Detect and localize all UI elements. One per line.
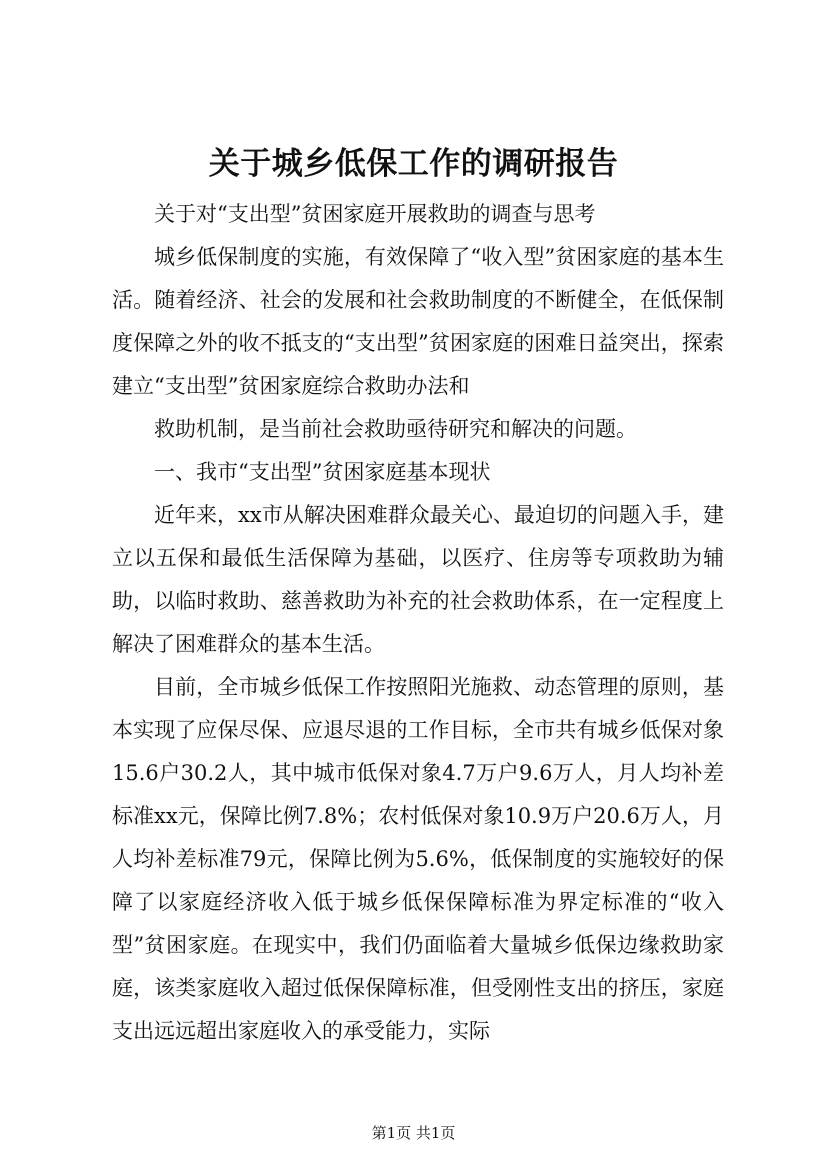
page-footer: 第1页 共1页: [371, 1124, 456, 1142]
paragraph-recent-years: 近年来，xx市从解决困难群众最关心、最迫切的问题入手，建立以五保和最低生活保障为基础，以医疗、住房等专项救助为辅助，以临时救助、慈善救助为补充的社会救助体系，在一定程度上解决了困难群众的基本生活。: [112, 503, 724, 656]
paragraph-intro-continued: 救助机制，是当前社会救助亟待研究和解决的问题。: [154, 417, 637, 441]
paragraph-intro: 城乡低保制度的实施，有效保障了“收入型”贫困家庭的基本生活。随着经济、社会的发展和社会救助制度的不断健全，在低保制度保障之外的收不抵支的“支出型”贫困家庭的困难日益突出，探索建立“支出型”贫困家庭综合救助办法和: [112, 245, 724, 398]
document-title: 关于城乡低保工作的调研报告: [208, 146, 619, 182]
document-subtitle: 关于对“支出型”贫困家庭开展救助的调查与思考: [154, 202, 596, 226]
document-body: [112, 193, 724, 1053]
paragraph-current-situation: 目前，全市城乡低保工作按照阳光施救、动态管理的原则，基本实现了应保尽保、应退尽退的工作目标，全市共有城乡低保对象15.6户30.2人，其中城市低保对象4.7万户9.6万人，月人均补差标准xx元，保障比例7.8%；农村低保对象10.9万户20.6万人，月人均补差标准79元，保障比例为5.6%，低保制度的实施较好的保障了以家庭经济收入低于城乡低保保障标准为界定标准的“收入型”贫困家庭。在现实中，我们仍面临着大量城乡低保边缘救助家庭，该类家庭收入超过低保保障标准，但受刚性支出的挤压，家庭支出远远超出家庭收入的承受能力，实际: [112, 675, 724, 1043]
section-heading-current-status: 一、我市“支出型”贫困家庭基本现状: [154, 460, 491, 484]
